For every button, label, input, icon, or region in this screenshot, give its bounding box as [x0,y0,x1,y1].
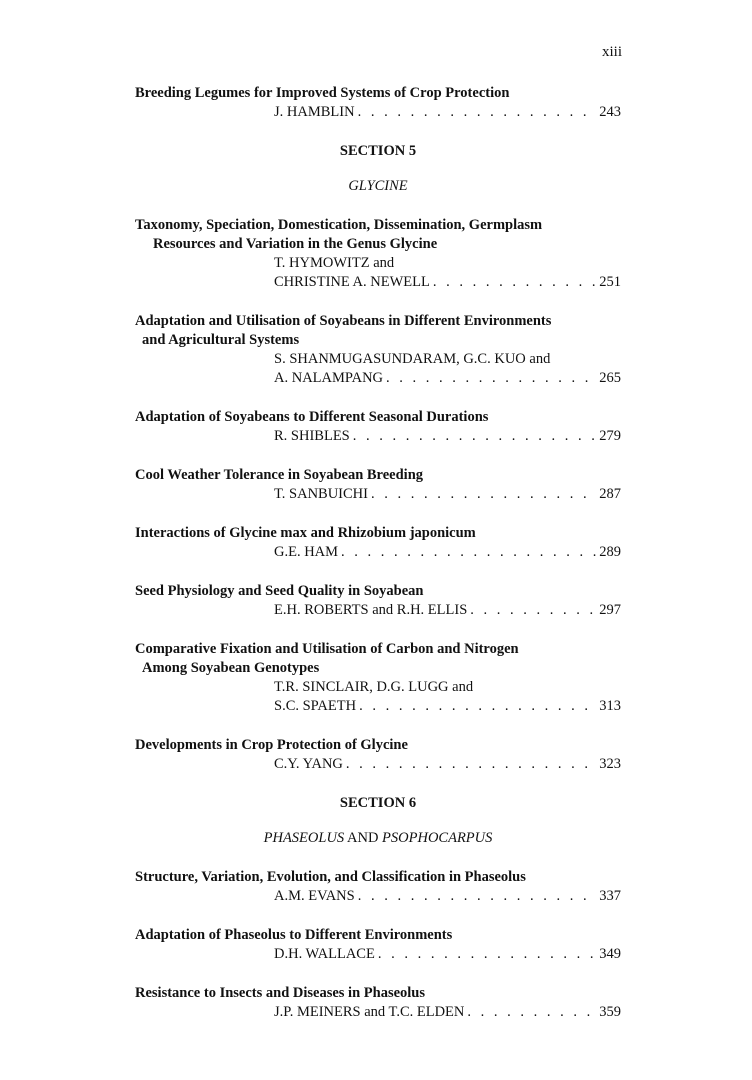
entry-author: J.P. MEINERS and T.C. ELDEN [274,1004,465,1020]
entry-author-line [135,369,621,388]
entry-title-line: Taxonomy, Speciation, Domestication, Dissemination, Germplasm [135,217,543,233]
dot-leader [470,601,596,620]
dot-leader [341,543,596,562]
toc-entry [135,736,621,774]
entry-author: E.H. ROBERTS and R.H. ELLIS [274,602,468,618]
entry-title-line: Adaptation of Soyabeans to Different Seasonal Durations [135,409,489,425]
entry-title-line: Seed Physiology and Seed Quality in Soyabean [135,583,424,599]
toc-entry [135,216,621,292]
entry-author-line [135,1003,621,1022]
toc-entry [135,524,621,562]
section-subtitle-genus: PSOPHOCARPUS [382,830,493,846]
entry-title-line: and Agricultural Systems [142,332,300,348]
entry-title-line: Developments in Crop Protection of Glycine [135,737,408,753]
dot-leader [358,103,597,122]
entry-page-number: 279 [599,428,621,444]
toc-entry [135,984,621,1022]
entry-title [135,312,621,350]
entry-page-number: 359 [599,1004,621,1020]
entry-author-line [135,273,621,292]
entry-title [135,984,621,1003]
entry-title-line: Among Soyabean Genotypes [142,660,320,676]
section-heading: SECTION 6 [339,795,417,811]
entry-author: S.C. SPAETH [274,698,357,714]
entry-author: J. HAMBLIN [274,104,355,120]
entry-author: R. SHIBLES [274,428,350,444]
entry-title-line: Interactions of Glycine max and Rhizobium japonicum [135,525,476,541]
toc-entry [135,926,621,964]
dot-leader [371,485,596,504]
entry-page-number: 337 [599,888,621,904]
entry-author-line [135,427,621,446]
entry-author: D.H. WALLACE [274,946,375,962]
entry-author: T. SANBUICHI [274,486,368,502]
page-number: xiii [601,44,622,60]
entry-page-number: 265 [599,370,621,386]
dot-leader [386,369,596,388]
entry-author: A.M. EVANS [274,888,355,904]
entry-title [135,736,621,755]
entry-title [135,524,621,543]
entry-page-number: 287 [599,486,621,502]
dot-leader [346,755,596,774]
dot-leader [359,697,596,716]
entry-title-line: Adaptation and Utilisation of Soyabeans in Different Environments [135,313,552,329]
entry-title-line: Breeding Legumes for Improved Systems of Crop Protection [135,85,510,101]
section-subtitle-conjunction: AND [344,830,383,846]
dot-leader [358,887,597,906]
toc-entry [135,582,621,620]
entry-title-line: Adaptation of Phaseolus to Different Environments [135,927,453,943]
entry-author-line: T.R. SINCLAIR, D.G. LUGG and [274,679,474,695]
dot-leader [353,427,597,446]
entry-title-line: Structure, Variation, Evolution, and Classification in Phaseolus [135,869,526,885]
toc-entry [135,466,621,504]
entry-title [135,868,621,887]
entry-page-number: 251 [599,274,621,290]
entry-title [135,84,621,103]
entry-title-line: Resources and Variation in the Genus Glycine [153,236,438,252]
entry-author-line [135,697,621,716]
toc-entry [135,312,621,388]
entry-author: C.Y. YANG [274,756,343,772]
entry-author-line [135,945,621,964]
entry-title [135,926,621,945]
entry-author: CHRISTINE A. NEWELL [274,274,430,290]
entry-author-line [135,543,621,562]
entry-author-line: S. SHANMUGASUNDARAM, G.C. KUO and [274,351,551,367]
entry-title-line: Cool Weather Tolerance in Soyabean Breeding [135,467,424,483]
entry-title [135,640,621,678]
section-heading: SECTION 5 [339,143,417,159]
entry-author-line [135,755,621,774]
section-subtitle: GLYCINE [348,178,408,194]
entry-author-line [135,103,621,122]
entry-author-line: T. HYMOWITZ and [274,255,395,271]
dot-leader [378,945,596,964]
toc-entry [135,640,621,716]
dot-leader [433,273,596,292]
entry-page-number: 243 [599,104,621,120]
entry-title-line: Resistance to Insects and Diseases in Phaseolus [135,985,426,1001]
dot-leader [467,1003,596,1022]
entry-author: G.E. HAM [274,544,339,560]
entry-page-number: 349 [599,946,621,962]
entry-author-line [135,887,621,906]
entry-page-number: 323 [599,756,621,772]
entry-page-number: 313 [599,698,621,714]
section-subtitle [135,829,621,848]
entry-title [135,216,621,254]
toc-entry [135,868,621,906]
toc-entry [135,84,621,122]
section-subtitle-genus: PHASEOLUS [263,830,345,846]
toc-entry [135,408,621,446]
entry-title [135,582,621,601]
entry-page-number: 297 [599,602,621,618]
table-of-contents [135,84,621,1042]
entry-author-line [135,485,621,504]
entry-page-number: 289 [599,544,621,560]
entry-author: A. NALAMPANG [274,370,384,386]
entry-title [135,408,621,427]
entry-title-line: Comparative Fixation and Utilisation of Carbon and Nitrogen [135,641,519,657]
entry-title [135,466,621,485]
entry-author-line [135,601,621,620]
